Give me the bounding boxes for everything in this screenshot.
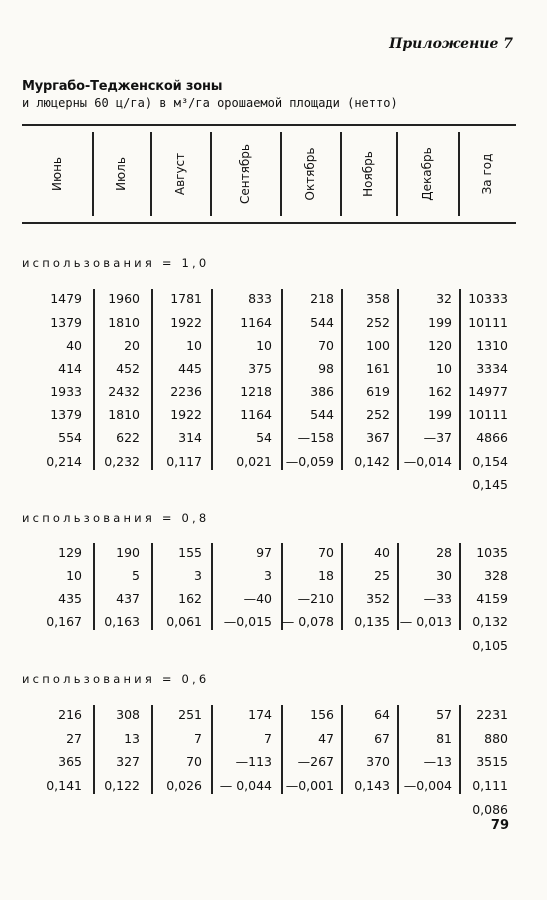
table-title: Мургабо-Тедженской зоны xyxy=(22,79,223,94)
table-cell-extra: 0,105 xyxy=(472,638,508,653)
table-cell: 47 xyxy=(318,731,334,746)
table-cell: 3 xyxy=(264,568,272,583)
table-cell: 25 xyxy=(374,568,390,583)
table-cell: 375 xyxy=(248,361,272,376)
column-header xyxy=(340,126,396,222)
table-cell: 619 xyxy=(366,384,390,399)
table-cell: 3515 xyxy=(476,754,508,769)
table-cell: 0,154 xyxy=(472,454,508,469)
appendix-label: Приложение 7 xyxy=(389,36,513,52)
table-cell: 10 xyxy=(436,361,452,376)
table-cell: 1922 xyxy=(170,315,202,330)
table-cell: 190 xyxy=(116,545,140,560)
table-cell: 0,167 xyxy=(46,614,82,629)
table-cell: —267 xyxy=(297,754,334,769)
table-cell: 13 xyxy=(124,731,140,746)
table-cell: 1379 xyxy=(50,407,82,422)
table-cell-extra: 0,145 xyxy=(472,477,508,492)
column-divider xyxy=(93,705,95,794)
table-cell: 10111 xyxy=(468,315,508,330)
column-divider xyxy=(151,289,153,470)
table-cell: 1960 xyxy=(108,291,140,306)
table-cell: 0,214 xyxy=(46,454,82,469)
table-cell: 3 xyxy=(194,568,202,583)
table-cell: 199 xyxy=(428,407,452,422)
section-label: использования = 0,8 xyxy=(22,511,210,525)
table-cell: —37 xyxy=(423,430,452,445)
table-cell: 18 xyxy=(318,568,334,583)
table-subtitle: и люцерны 60 ц/га) в м³/га орошаемой площади (нетто) xyxy=(22,96,398,110)
header-column-divider xyxy=(92,132,94,216)
table-cell: 0,117 xyxy=(166,454,202,469)
table-cell: 833 xyxy=(248,291,272,306)
table-cell: 129 xyxy=(58,545,82,560)
column-header-label: Август xyxy=(173,152,187,196)
table-cell: 67 xyxy=(374,731,390,746)
table-cell: 97 xyxy=(256,545,272,560)
table-cell: 0,141 xyxy=(46,778,82,793)
column-divider xyxy=(211,543,213,630)
table-cell: 544 xyxy=(310,315,334,330)
table-cell: 4866 xyxy=(476,430,508,445)
table-cell: 0,021 xyxy=(236,454,272,469)
column-header xyxy=(280,126,340,222)
table-cell: 0,163 xyxy=(104,614,140,629)
column-divider xyxy=(151,543,153,630)
table-cell: —0,059 xyxy=(285,454,334,469)
table-cell: —33 xyxy=(423,591,452,606)
table-cell: 32 xyxy=(436,291,452,306)
table-cell: 554 xyxy=(58,430,82,445)
table-cell: 544 xyxy=(310,407,334,422)
column-divider xyxy=(459,289,461,470)
table-cell: 358 xyxy=(366,291,390,306)
column-divider xyxy=(211,289,213,470)
table-cell: —13 xyxy=(423,754,452,769)
table-cell: — 0,013 xyxy=(399,614,452,629)
column-divider xyxy=(281,705,283,794)
column-divider xyxy=(281,289,283,470)
table-cell: 880 xyxy=(484,731,508,746)
column-header-label: Декабрь xyxy=(420,147,434,201)
table-cell: 2231 xyxy=(476,707,508,722)
table-cell: 4159 xyxy=(476,591,508,606)
table-cell: 64 xyxy=(374,707,390,722)
table-cell: 7 xyxy=(194,731,202,746)
table-cell: 161 xyxy=(366,361,390,376)
table-cell: 0,111 xyxy=(472,778,508,793)
column-header xyxy=(210,126,280,222)
table-cell: 162 xyxy=(428,384,452,399)
table-cell: 1922 xyxy=(170,407,202,422)
table-cell: 10 xyxy=(66,568,82,583)
table-cell: 3334 xyxy=(476,361,508,376)
column-divider xyxy=(397,289,399,470)
table-cell: 5 xyxy=(132,568,140,583)
column-divider xyxy=(151,705,153,794)
column-divider xyxy=(93,543,95,630)
table-cell: 0,122 xyxy=(104,778,140,793)
header-column-divider xyxy=(458,132,460,216)
table-cell: —210 xyxy=(297,591,334,606)
table-cell: 40 xyxy=(374,545,390,560)
section-label: использования = 1,0 xyxy=(22,256,210,270)
table-cell: 2432 xyxy=(108,384,140,399)
table-cell: —0,004 xyxy=(403,778,452,793)
table-cell: —113 xyxy=(235,754,272,769)
table-cell: 0,232 xyxy=(104,454,140,469)
table-cell: 1310 xyxy=(476,338,508,353)
table-cell: 414 xyxy=(58,361,82,376)
table-cell: 10 xyxy=(256,338,272,353)
table-cell: 7 xyxy=(264,731,272,746)
table-cell: 367 xyxy=(366,430,390,445)
table-cell: 327 xyxy=(116,754,140,769)
column-divider xyxy=(211,705,213,794)
table-cell: 0,142 xyxy=(354,454,390,469)
table-cell: 365 xyxy=(58,754,82,769)
table-cell: 1781 xyxy=(170,291,202,306)
column-divider xyxy=(459,543,461,630)
column-header-label: Октябрь xyxy=(303,147,317,201)
column-divider xyxy=(341,705,343,794)
table-cell: 251 xyxy=(178,707,202,722)
column-header xyxy=(458,126,516,222)
column-header-label: Ноябрь xyxy=(361,151,375,197)
table-cell: 352 xyxy=(366,591,390,606)
table-cell: 174 xyxy=(248,707,272,722)
table-cell: 452 xyxy=(116,361,140,376)
header-column-divider xyxy=(280,132,282,216)
table-cell: 1218 xyxy=(240,384,272,399)
header-column-divider xyxy=(150,132,152,216)
table-cell: 622 xyxy=(116,430,140,445)
column-divider xyxy=(93,289,95,470)
table-cell: 370 xyxy=(366,754,390,769)
column-header xyxy=(150,126,210,222)
table-cell: 199 xyxy=(428,315,452,330)
table-cell: 70 xyxy=(318,338,334,353)
table-cell: 437 xyxy=(116,591,140,606)
table-cell: 100 xyxy=(366,338,390,353)
table-cell: 40 xyxy=(66,338,82,353)
table-cell: 0,026 xyxy=(166,778,202,793)
column-divider xyxy=(341,543,343,630)
table-cell: 0,143 xyxy=(354,778,390,793)
column-header-label: За год xyxy=(480,153,494,195)
column-header-label: Июнь xyxy=(50,157,64,191)
table-cell: 156 xyxy=(310,707,334,722)
table-cell: 1164 xyxy=(240,315,272,330)
column-divider xyxy=(397,543,399,630)
table-cell: 0,132 xyxy=(472,614,508,629)
table-cell: 54 xyxy=(256,430,272,445)
table-cell: —0,015 xyxy=(223,614,272,629)
table-cell: 70 xyxy=(186,754,202,769)
header-column-divider xyxy=(340,132,342,216)
table-cell: 1164 xyxy=(240,407,272,422)
table-cell: 2236 xyxy=(170,384,202,399)
table-cell: 216 xyxy=(58,707,82,722)
table-cell: 14977 xyxy=(468,384,508,399)
table-cell-extra: 0,086 xyxy=(472,802,508,817)
page-number: 79 xyxy=(490,818,509,833)
table-cell: 20 xyxy=(124,338,140,353)
column-header-row xyxy=(22,124,516,224)
table-cell: 1810 xyxy=(108,315,140,330)
table-cell: 1810 xyxy=(108,407,140,422)
column-divider xyxy=(397,705,399,794)
column-header xyxy=(396,126,458,222)
column-header-label: Сентябрь xyxy=(238,144,252,204)
table-cell: 445 xyxy=(178,361,202,376)
table-cell: —0,014 xyxy=(403,454,452,469)
table-cell: 308 xyxy=(116,707,140,722)
column-header xyxy=(22,126,92,222)
table-cell: — 0,044 xyxy=(219,778,272,793)
table-cell: 10 xyxy=(186,338,202,353)
column-header-label: Июль xyxy=(114,157,128,191)
table-cell: 314 xyxy=(178,430,202,445)
header-column-divider xyxy=(210,132,212,216)
table-cell: 1035 xyxy=(476,545,508,560)
table-cell: — 0,078 xyxy=(281,614,334,629)
table-cell: 252 xyxy=(366,315,390,330)
section-label: использования = 0,6 xyxy=(22,672,210,686)
table-cell: 57 xyxy=(436,707,452,722)
column-header xyxy=(92,126,150,222)
table-cell: 218 xyxy=(310,291,334,306)
table-cell: —40 xyxy=(243,591,272,606)
table-cell: 1479 xyxy=(50,291,82,306)
table-cell: 1379 xyxy=(50,315,82,330)
column-divider xyxy=(459,705,461,794)
table-cell: 10333 xyxy=(468,291,508,306)
table-cell: 10111 xyxy=(468,407,508,422)
table-cell: 386 xyxy=(310,384,334,399)
table-cell: 30 xyxy=(436,568,452,583)
table-cell: 70 xyxy=(318,545,334,560)
table-cell: 98 xyxy=(318,361,334,376)
table-cell: 328 xyxy=(484,568,508,583)
table-cell: 162 xyxy=(178,591,202,606)
table-cell: —0,001 xyxy=(285,778,334,793)
table-cell: 1933 xyxy=(50,384,82,399)
header-column-divider xyxy=(396,132,398,216)
table-cell: 435 xyxy=(58,591,82,606)
table-cell: 28 xyxy=(436,545,452,560)
table-cell: 81 xyxy=(436,731,452,746)
table-cell: —158 xyxy=(297,430,334,445)
table-cell: 120 xyxy=(428,338,452,353)
table-cell: 155 xyxy=(178,545,202,560)
table-cell: 0,135 xyxy=(354,614,390,629)
table-cell: 252 xyxy=(366,407,390,422)
table-cell: 27 xyxy=(66,731,82,746)
column-divider xyxy=(341,289,343,470)
table-cell: 0,061 xyxy=(166,614,202,629)
